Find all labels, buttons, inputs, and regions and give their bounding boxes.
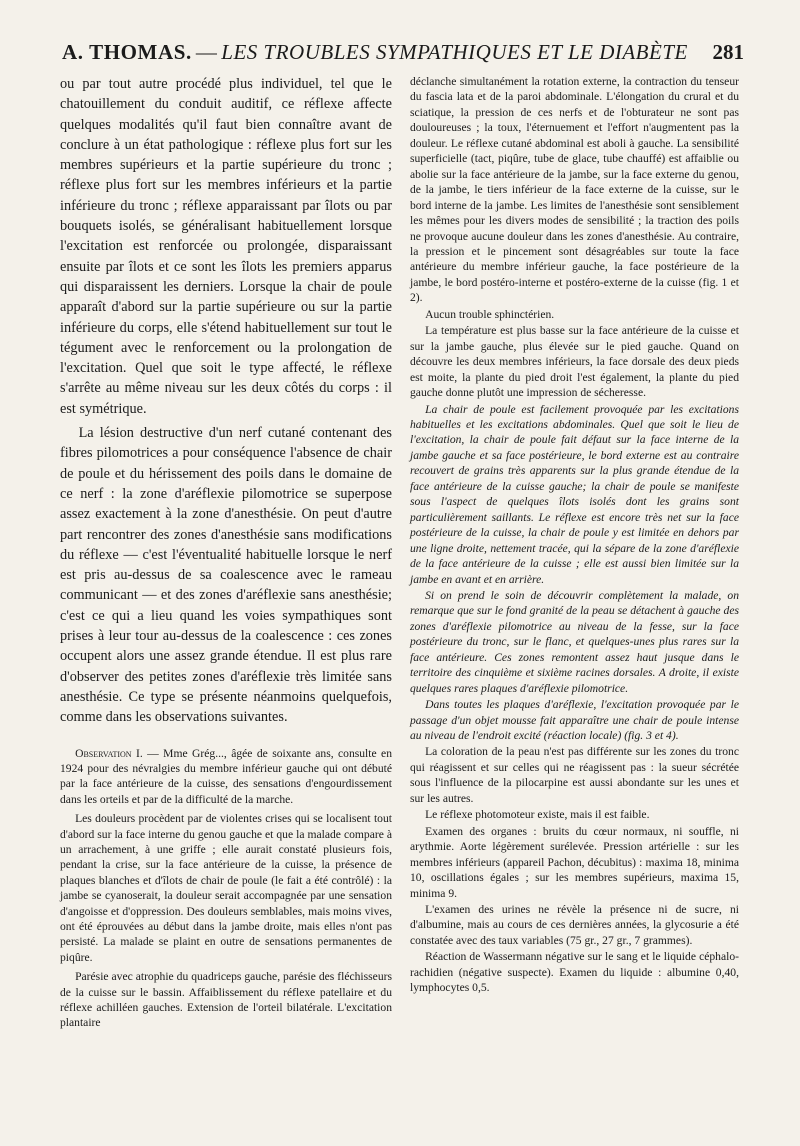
header-author: A. THOMAS. xyxy=(62,40,192,64)
right-paragraph-8: Le réflexe photomoteur existe, mais il est faible. xyxy=(425,808,650,822)
page-number: 281 xyxy=(712,40,744,64)
header-title: LES TROUBLES SYMPATHIQUES ET LE DIABÈTE xyxy=(221,40,688,64)
observation-paragraph xyxy=(60,746,392,808)
left-paragraph-1: ou par tout autre procédé plus individuel, tel que le chatouillement du conduit auditif, ce réflexe affecte quelques modalités qu'il faut bien connaître avant de conclure à un état pathologique : réflexe plus fort sur les membres supérieurs et la partie supérieure du tronc ; réflexe plus fort sur les membres inférieurs et la partie inférieure du tronc ; réflexe apparaissant par îlots ou par bouquets isolés, se généralisant habituellement lorsque l'excitation est renforcée ou prolongée, disparaissant ensuite par îlots et ce sont les îlots les premiers apparus qui disparaissent les derniers. Lorsque la chair de poule apparaît d'abord sur la partie supérieure ou sur la partie inférieure du corps, elle s'étend habituellement sur tout le tégument avec le renforcement ou la prolongation de l'excitation. Quel que soit le type affecté, le réflexe s'arrête au même niveau sur les deux côtés du corps : il est symétrique. xyxy=(60,76,392,417)
right-paragraph-6: Dans toutes les plaques d'aréflexie, l'excitation provoquée par le passage d'un objet mousse fait apparaître une chair de poule intense au niveau de l'endroit excité (réaction locale) (fig. 3 et 4). xyxy=(410,698,739,743)
left-paragraph-2: La lésion destructive d'un nerf cutané contenant des fibres pilomotrices a pour conséquence l'absence de chair de poule et du hérissement des poils dans le domaine de ce nerf : la zone d'aréflexie pilomotrice se superpose assez exactement à la zone d'anesthésie. On peut d'autre part rencontrer des zones d'anesthésie sans modifications du réflexe — c'est l'éventualité habituelle lorsque le nerf est pris au-dessus de sa coalescence avec le rameau communicant — et des zones d'aréflexie sans anesthésie; c'est ce qui a lieu quand les voies sympathiques sont prises à leur tour au-dessus de la coalescence : ces zones occupent alors une assez grande étendue. Il est plus rare d'observer des petites zones d'aréflexie très limitée sans anesthésie. Ce type se présente néanmoins quelquefois, comme dans les observations suivantes. xyxy=(60,425,392,726)
right-paragraph-9: Examen des organes : bruits du cœur normaux, ni souffle, ni arythmie. Aorte légèrement surélevée. Pression artérielle : sur les membres inférieurs (appareil Pachon, décubitus) : maxima 18, minima 10, oscillations égales ; sur les membres supérieurs, maxima 15, minima 9. xyxy=(410,824,739,900)
right-paragraph-2: Aucun trouble sphinctérien. xyxy=(425,307,555,321)
right-paragraph-10: L'examen des urines ne révèle la présence ni de sucre, ni d'albumine, mais au cours de ces dernières années, la glycosurie a été constatée avec des taux variables (75 gr., 27 gr., 7 grammes). xyxy=(410,903,739,947)
left-paragraph-4: Les douleurs procèdent par de violentes crises qui se localisent tout d'abord sur la face interne du genou gauche et que la malade compare à un arrachement, à une griffe ; elle aurait constaté plusieurs fois, pendant la crise, sur la face antérieure de la cuisse, la présence de plaques blanches et d'îlots de chair de poule (le fait a été contrôlé) : la jambe se cyanoserait, la douleur serait accompagnée par une sensation d'angoisse et d'oppression. Des douleurs semblables, mais moins vives, ont été éprouvées au début dans la jambe droite, mais elles n'ont pas persisté. La malade se plaint en outre de sensations permanentes de piqûre. xyxy=(60,812,392,964)
header-dash: — xyxy=(195,40,218,64)
right-paragraph-11: Réaction de Wassermann négative sur le sang et le liquide céphalo-rachidien (négative suspecte). Examen du liquide : albumine 0,40, lymphocytes 0,5. xyxy=(410,950,739,995)
right-column xyxy=(410,74,739,996)
observation-text: Mme Grég..., âgée de soixante ans, consulte en 1924 pour des névralgies du membre inférieur gauche qui ont débuté par la face antérieure de la cuisse, des sensations d'engourdissement dans les orteils et par de la difficulté de la marche. xyxy=(60,746,392,806)
running-header xyxy=(62,40,744,68)
right-paragraph-1: déclanche simultanément la rotation externe, la contraction du tenseur du fascia lata et de la paroi abdominale. L'élongation du crural et du sciatique, la pression de ces nerfs et de l'obturateur ne sont pas douloureuses ; la toux, l'éternuement et l'effort n'augmentent pas la douleur. Le réflexe cutané abdominal est aboli à gauche. La sensibilité superficielle (tact, piqûre, tube de glace, tube chauffé) est affaiblie ou abolie sur la face antérieure de la jambe, sur la face externe du genou, de la jambe, le tiers inférieur de la face externe de la cuisse, sur le bord interne de la jambe. Les limites de l'anesthésie sont sensiblement les mêmes pour les divers modes de sensibilité ; la traction des poils ne provoque aucune douleur dans les zones d'anesthésie. Au contraire, la pression et le pincement sont désagréables sur toute la face antérieure du membre inférieur gauche, la face postérieure de la jambe, le bord postéro-interne et postéro-externe de la cuisse (fig. 1 et 2). xyxy=(410,75,739,305)
right-paragraph-5: Si on prend le soin de découvrir complètement la malade, on remarque que sur le fond granité de la peau se détachent à gauche des zones d'aréflexie pilomotrice au niveau de la fesse, sur la face postérieure du tronc, sur le flanc, et quelques-unes plus rares sur la face antérieure. Ces zones remontent assez haut jusque dans le territoire des cinquième et sixième racines dorsales. A droite, il existe quelques rares plaques d'aréflexie pilomotrice. xyxy=(410,588,739,695)
right-paragraph-3: La température est plus basse sur la face antérieure de la cuisse et sur la jambe gauche, plus élevée sur le pied gauche. Quand on découvre les deux membres inférieurs, la face dorsale des deux pieds est moite, la plante du pied droit l'est également, la plante du pied gauche donne plutôt une impression de sécheresse. xyxy=(410,324,739,400)
left-column xyxy=(60,74,392,1031)
observation-label: Observation I. — xyxy=(75,746,159,760)
left-paragraph-5: Parésie avec atrophie du quadriceps gauche, parésie des fléchisseurs de la cuisse sur le bassin. Affaiblissement du réflexe patellaire et du réflexe achilléen gauches. Extension de l'orteil bilatérale. L'excitation plantaire xyxy=(60,970,392,1030)
right-paragraph-4: La chair de poule est facilement provoquée par les excitations habituelles et les excitations abdominales. Quel que soit le lieu de l'excitation, la chair de poule fait défaut sur la face interne de la jambe gauche et sa face postérieure, le bord externe est au contraire recouvert de grains très apparents sur la plus grande étendue de la face antérieure de la cuisse gauche; la chair de poule se manifeste sous l'aspect de quelques îlots isolés dont les grains sont particulièrement saillants. Le réflexe est encore très net sur la face postérieure de la cuisse, la chair de poule y est limitée en dehors par une ligne droite, nettement tracée, qui la sépare de la zone d'aréflexie de la face antérieure de la cuisse ; elle est aussi bien limitée sur la jambe en avant et en arrière. xyxy=(410,402,739,586)
right-paragraph-7: La coloration de la peau n'est pas différente sur les zones du tronc qui réagissent et sur celles qui ne réagissent pas : la sueur sécrétée sous l'influence de la pilocarpine est aussi abondante sur les unes et sur les autres. xyxy=(410,745,739,805)
header-left xyxy=(62,40,688,65)
